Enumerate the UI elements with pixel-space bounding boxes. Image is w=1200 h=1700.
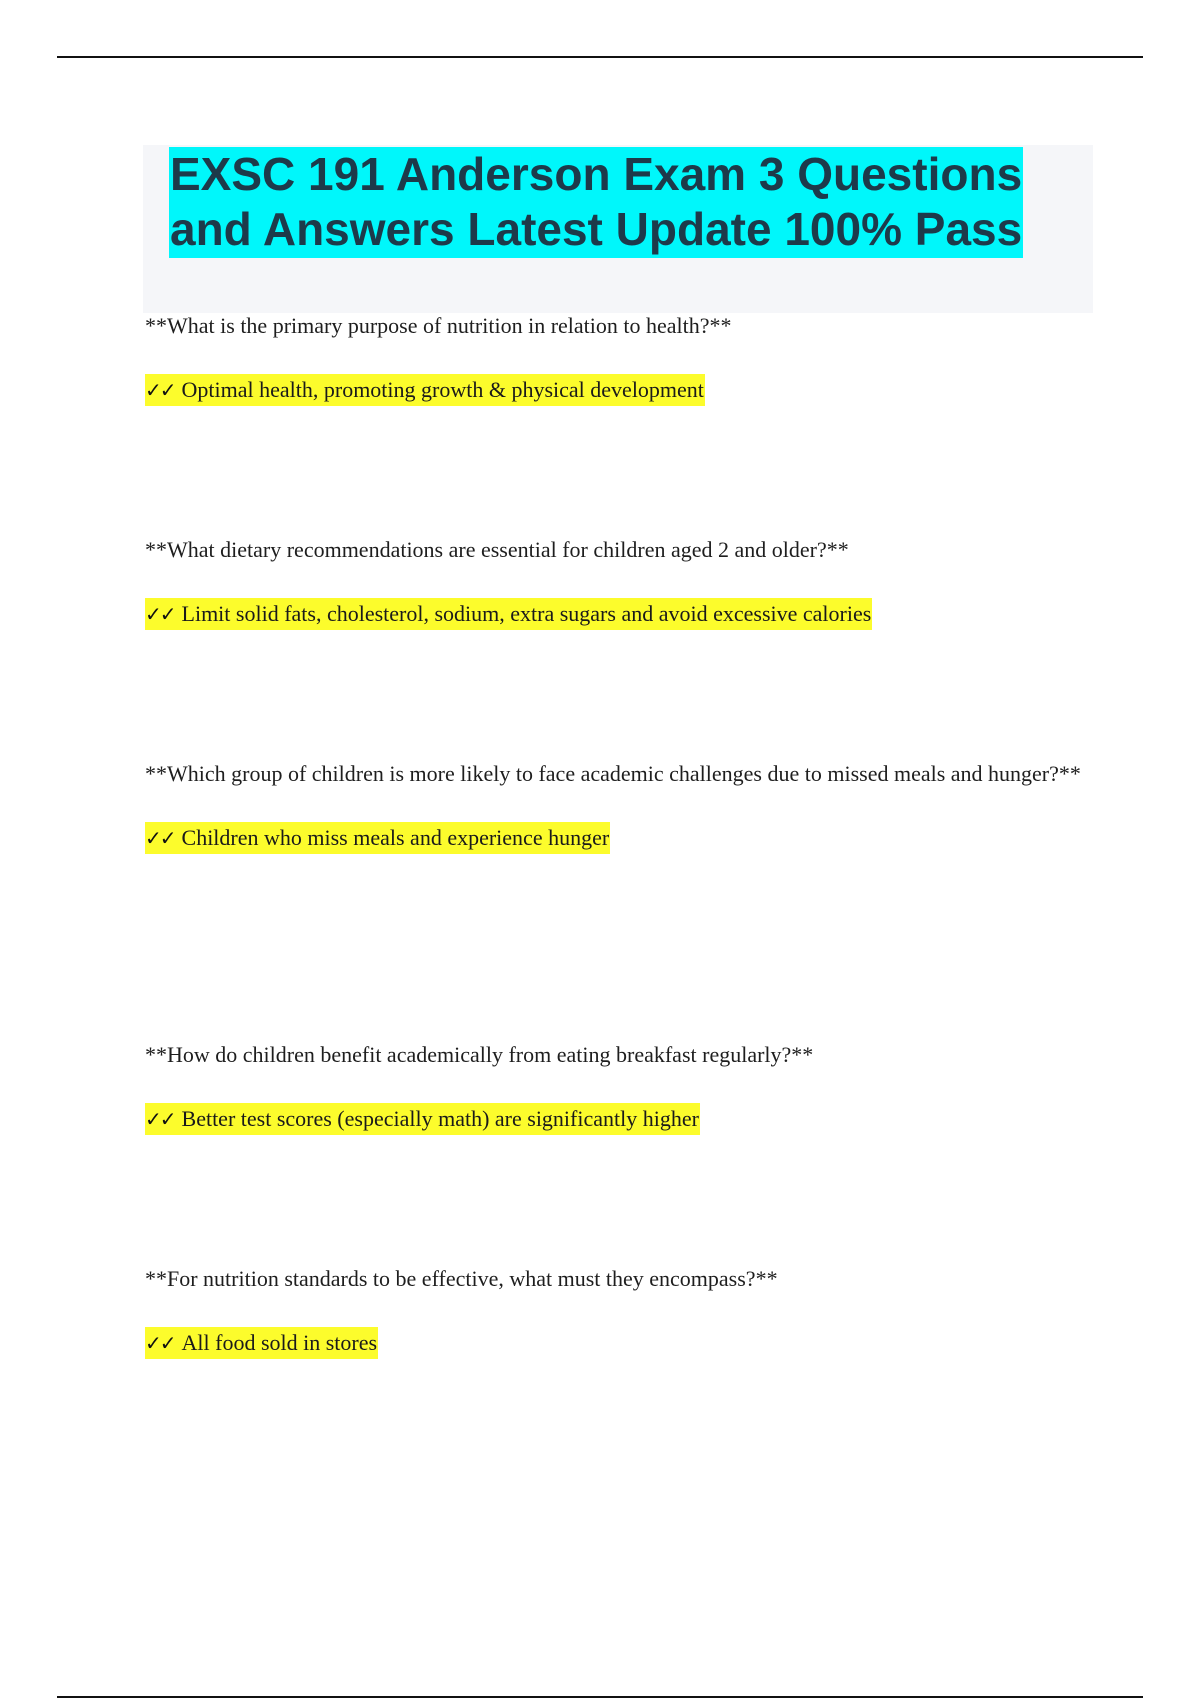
answer-label: Limit solid fats, cholesterol, sodium, extra sugars and avoid excessive calories (181, 601, 872, 626)
double-checkmark-icon: ✓✓ (145, 826, 175, 850)
answer-text (145, 1102, 1085, 1136)
page-header-rule (57, 56, 1143, 58)
question-text: **What dietary recommendations are essential for children aged 2 and older?** (145, 537, 849, 562)
answer-text (145, 373, 1085, 407)
answer-label: Better test scores (especially math) are significantly higher (181, 1106, 699, 1131)
double-checkmark-icon: ✓✓ (145, 602, 175, 626)
double-checkmark-icon: ✓✓ (145, 1331, 175, 1355)
qa-item-1 (145, 297, 1085, 407)
answer-label: All food sold in stores (181, 1330, 378, 1355)
question-text: **For nutrition standards to be effective, what must they encompass?** (145, 1266, 778, 1291)
double-checkmark-icon: ✓✓ (145, 1107, 175, 1131)
answer-text (145, 821, 1085, 855)
answer-text (145, 597, 1085, 631)
question-text: **Which group of children is more likely to face academic challenges due to missed meals and hunger?** (145, 761, 1081, 786)
qa-item-4 (145, 1026, 1085, 1136)
answer-label: Children who miss meals and experience hunger (181, 825, 610, 850)
question-text: **What is the primary purpose of nutrition in relation to health?** (145, 313, 732, 338)
document-title-text: EXSC 191 Anderson Exam 3 Questions and Answers Latest Update 100% Pass (169, 147, 1023, 258)
qa-item-5 (145, 1250, 1085, 1360)
document-title (169, 147, 1069, 257)
answer-label: Optimal health, promoting growth & physical development (181, 377, 704, 402)
answer-text (145, 1326, 1085, 1360)
qa-item-3 (145, 745, 1085, 855)
qa-item-2 (145, 521, 1085, 631)
question-text: **How do children benefit academically from eating breakfast regularly?** (145, 1042, 814, 1067)
double-checkmark-icon: ✓✓ (145, 378, 175, 402)
page-footer-rule (57, 1696, 1143, 1698)
